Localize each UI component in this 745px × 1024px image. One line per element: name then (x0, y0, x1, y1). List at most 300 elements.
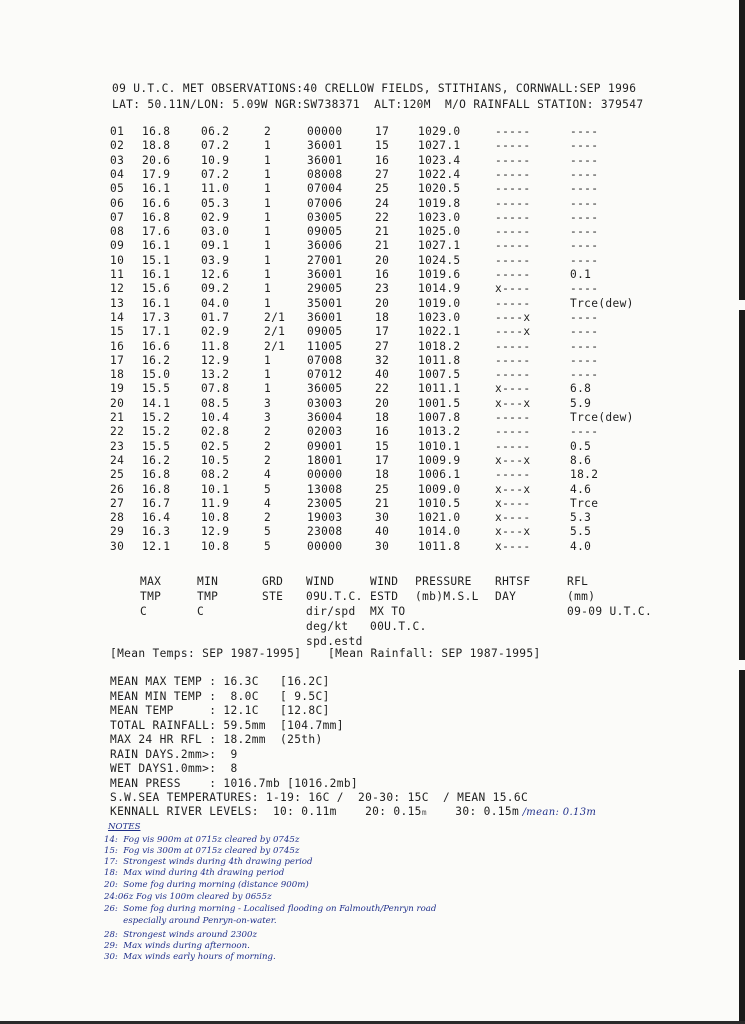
cell-min-temp: 07.2 (201, 167, 230, 181)
cell-day: 18 (110, 368, 125, 382)
summary-line: WET DAYS1.0mm>: 8 (110, 762, 238, 775)
cell-ground-state: 2 (264, 439, 272, 453)
cell-rainfall: Trce(dew) (570, 411, 634, 424)
cell-wind: 00000 (307, 125, 343, 138)
cell-pressure: 1018.2 (418, 339, 461, 353)
cell-day: 29 (110, 525, 125, 539)
column-label-min-temp: MIN TMP C (197, 575, 219, 618)
cell-ground-state: 2 (264, 511, 272, 525)
cell-wind: 18001 (307, 453, 343, 467)
cell-ground-state: 1 (264, 368, 272, 382)
note-line: 29: Max winds during afternoon. (104, 941, 250, 951)
cell-rainfall: 0.1 (570, 268, 592, 281)
cell-rhtsf: ----- (495, 153, 531, 167)
cell-wind-max: 20 (375, 253, 390, 267)
cell-max-temp: 17.3 (142, 310, 171, 324)
river-levels-text: KENNALL RIVER LEVELS: 10: 0.11m 20: 0.15 (110, 805, 422, 818)
cell-wind: 36001 (307, 268, 343, 281)
summary-line: TOTAL RAINFALL: 59.5mm [104.7mm] (110, 718, 344, 732)
cell-max-temp: 16.1 (142, 296, 171, 310)
mean-temps-heading: [Mean Temps: SEP 1987-1995] (110, 647, 302, 660)
cell-rhtsf: x---- (495, 511, 531, 525)
cell-wind-max: 17 (375, 453, 390, 467)
cell-wind: 13008 (307, 482, 343, 496)
cell-max-temp: 15.2 (142, 425, 171, 439)
cell-rainfall: 4.0 (570, 539, 592, 553)
cell-rhtsf: ----- (495, 210, 531, 224)
note-line: 15: Fog vis 300m at 0715z cleared by 0745z (104, 846, 300, 856)
cell-ground-state: 1 (264, 239, 272, 253)
cell-pressure: 1019.6 (418, 268, 461, 281)
cell-rainfall: 8.6 (570, 453, 592, 467)
summary-line: MEAN MAX TEMP : 16.3C [16.2C] (110, 675, 330, 688)
cell-wind-max: 30 (375, 539, 390, 553)
cell-pressure: 1023.4 (418, 153, 461, 167)
cell-wind: 09001 (307, 439, 343, 453)
cell-min-temp: 12.9 (201, 353, 230, 367)
cell-wind-max: 17 (375, 325, 390, 339)
cell-rainfall: 6.8 (570, 382, 592, 396)
cell-rainfall: 18.2 (570, 468, 599, 482)
cell-ground-state: 1 (264, 282, 272, 296)
cell-rhtsf: ----x (495, 310, 531, 324)
cell-pressure: 1014.0 (418, 525, 461, 539)
cell-rainfall: 5.3 (570, 511, 592, 525)
column-label-ground-state: GRD STE (262, 575, 284, 603)
cell-day: 30 (110, 539, 125, 553)
cell-rhtsf: ----- (495, 167, 531, 181)
cell-rainfall: ---- (570, 167, 599, 181)
note-line: 17: Strongest winds during 4th drawing period (104, 857, 313, 867)
cell-rhtsf: x---- (495, 496, 531, 510)
cell-pressure: 1019.8 (418, 196, 461, 210)
cell-pressure: 1025.0 (418, 225, 461, 239)
cell-wind: 09005 (307, 325, 343, 339)
cell-pressure: 1022.1 (418, 325, 461, 339)
cell-min-temp: 11.9 (201, 496, 230, 510)
cell-pressure: 1010.1 (418, 439, 461, 453)
station-location: LAT: 50.11N/LON: 5.09W NGR:SW738371 ALT:120M M/O RAINFALL STATION: 379547 (112, 98, 644, 111)
column-label-rainfall: RFL (mm) 09-09 U.T.C. (567, 575, 653, 618)
cell-wind: 36001 (307, 153, 343, 167)
cell-rainfall: ---- (570, 253, 599, 267)
cell-min-temp: 08.2 (201, 468, 230, 482)
cell-ground-state: 4 (264, 496, 272, 510)
cell-pressure: 1014.9 (418, 282, 461, 296)
cell-min-temp: 11.8 (201, 339, 230, 353)
cell-max-temp: 17.6 (142, 225, 171, 239)
cell-rainfall: ---- (570, 210, 599, 224)
cell-day: 11 (110, 268, 125, 281)
notes-title: NOTES (108, 822, 141, 832)
cell-day: 27 (110, 496, 125, 510)
cell-wind-max: 16 (375, 425, 390, 439)
cell-rhtsf: ----x (495, 325, 531, 339)
cell-rhtsf: ----- (495, 139, 531, 153)
cell-ground-state: 2/1 (264, 339, 286, 353)
cell-max-temp: 18.8 (142, 139, 171, 153)
cell-max-temp: 12.1 (142, 539, 171, 553)
cell-pressure: 1007.5 (418, 368, 461, 382)
cell-max-temp: 17.9 (142, 167, 171, 181)
cell-wind-max: 27 (375, 167, 390, 181)
cell-ground-state: 2 (264, 453, 272, 467)
cell-day: 28 (110, 511, 125, 525)
cell-pressure: 1013.2 (418, 425, 461, 439)
cell-max-temp: 16.3 (142, 525, 171, 539)
cell-wind-max: 27 (375, 339, 390, 353)
cell-max-temp: 15.1 (142, 253, 171, 267)
note-line: 26: Some fog during morning - Localised flooding on Falmouth/Penryn road (104, 904, 437, 914)
cell-pressure: 1021.0 (418, 511, 461, 525)
cell-min-temp: 10.5 (201, 453, 230, 467)
cell-rhtsf: ----- (495, 225, 531, 239)
cell-min-temp: 04.0 (201, 296, 230, 310)
column-label-wind-max: WIND ESTD MX TO 00U.T.C. (370, 575, 427, 633)
cell-day: 09 (110, 239, 125, 253)
cell-ground-state: 1 (264, 182, 272, 196)
cell-wind-max: 18 (375, 468, 390, 482)
cell-wind: 09005 (307, 225, 343, 239)
cell-rhtsf: x---x (495, 396, 531, 410)
cell-rainfall: ---- (570, 182, 599, 196)
note-line: 18: Max wind during 4th drawing period (104, 868, 285, 878)
cell-pressure: 1009.9 (418, 453, 461, 467)
cell-day: 04 (110, 167, 125, 181)
cell-day: 02 (110, 139, 125, 153)
cell-wind: 03003 (307, 396, 343, 410)
cell-ground-state: 1 (264, 153, 272, 167)
cell-rhtsf: ----- (495, 439, 531, 453)
cell-max-temp: 16.2 (142, 353, 171, 367)
cell-day: 03 (110, 153, 125, 167)
cell-ground-state: 2 (264, 425, 272, 439)
column-label-wind: WIND 09U.T.C. dir/spd deg/kt spd.estd (306, 575, 363, 648)
cell-wind: 08008 (307, 167, 343, 181)
cell-rainfall: 5.5 (570, 525, 592, 539)
cell-day: 01 (110, 125, 125, 138)
cell-day: 12 (110, 282, 125, 296)
summary-line: S.W.SEA TEMPERATURES: 1-19: 16C / 20-30: 15C / MEAN 15.6C (110, 791, 529, 804)
cell-wind-max: 23 (375, 282, 390, 296)
cell-ground-state: 1 (264, 225, 272, 239)
cell-pressure: 1011.8 (418, 539, 461, 553)
cell-rhtsf: ----- (495, 196, 531, 210)
cell-pressure: 1011.8 (418, 353, 461, 367)
cell-max-temp: 16.6 (142, 339, 171, 353)
cell-ground-state: 1 (264, 353, 272, 367)
cell-min-temp: 12.9 (201, 525, 230, 539)
cell-wind-max: 15 (375, 439, 390, 453)
cell-wind: 07012 (307, 368, 343, 382)
cell-rainfall: ---- (570, 225, 599, 239)
cell-max-temp: 20.6 (142, 153, 171, 167)
cell-rhtsf: ----- (495, 411, 531, 424)
cell-ground-state: 1 (264, 253, 272, 267)
cell-wind-max: 16 (375, 268, 390, 281)
river-levels-m20: m (421, 808, 427, 817)
cell-ground-state: 3 (264, 396, 272, 410)
cell-ground-state: 1 (264, 139, 272, 153)
cell-max-temp: 16.1 (142, 268, 171, 281)
cell-pressure: 1024.5 (418, 253, 461, 267)
cell-wind-max: 40 (375, 368, 390, 382)
cell-wind-max: 18 (375, 310, 390, 324)
cell-pressure: 1027.1 (418, 239, 461, 253)
cell-rainfall: ---- (570, 368, 599, 382)
cell-min-temp: 12.6 (201, 268, 230, 281)
cell-rhtsf: x---x (495, 453, 531, 467)
cell-max-temp: 15.5 (142, 382, 171, 396)
cell-rhtsf: ----- (495, 125, 531, 138)
document-title: 09 U.T.C. MET OBSERVATIONS:40 CRELLOW FIELDS, STITHIANS, CORNWALL:SEP 1996 (112, 82, 637, 95)
cell-max-temp: 15.6 (142, 282, 171, 296)
cell-pressure: 1009.0 (418, 482, 461, 496)
cell-rainfall: 5.9 (570, 396, 592, 410)
cell-min-temp: 05.3 (201, 196, 230, 210)
cell-rainfall: 4.6 (570, 482, 592, 496)
cell-wind: 36001 (307, 139, 343, 153)
cell-day: 05 (110, 182, 125, 196)
cell-ground-state: 1 (264, 268, 272, 281)
cell-pressure: 1007.8 (418, 411, 461, 424)
note-line: especially around Penryn-on-water. (104, 916, 277, 926)
cell-ground-state: 3 (264, 411, 272, 424)
cell-min-temp: 09.1 (201, 239, 230, 253)
cell-rhtsf: ----- (495, 296, 531, 310)
cell-min-temp: 06.2 (201, 125, 230, 138)
cell-min-temp: 07.2 (201, 139, 230, 153)
cell-wind: 29005 (307, 282, 343, 296)
cell-min-temp: 13.2 (201, 368, 230, 382)
cell-day: 24 (110, 453, 125, 467)
cell-pressure: 1006.1 (418, 468, 461, 482)
cell-rhtsf: ----- (495, 425, 531, 439)
cell-pressure: 1010.5 (418, 496, 461, 510)
cell-ground-state: 5 (264, 539, 272, 553)
cell-day: 06 (110, 196, 125, 210)
cell-min-temp: 02.8 (201, 425, 230, 439)
cell-rhtsf: ----- (495, 268, 531, 281)
cell-day: 14 (110, 310, 125, 324)
cell-ground-state: 2/1 (264, 325, 286, 339)
cell-min-temp: 10.4 (201, 411, 230, 424)
cell-wind-max: 17 (375, 125, 390, 138)
cell-min-temp: 11.0 (201, 182, 230, 196)
cell-ground-state: 1 (264, 382, 272, 396)
cell-wind-max: 20 (375, 296, 390, 310)
cell-wind: 00000 (307, 468, 343, 482)
cell-wind: 02003 (307, 425, 343, 439)
summary-line: MEAN MIN TEMP : 8.0C [ 9.5C] (110, 689, 330, 703)
cell-max-temp: 14.1 (142, 396, 171, 410)
cell-ground-state: 1 (264, 196, 272, 210)
cell-wind: 35001 (307, 296, 343, 310)
cell-rhtsf: ----- (495, 182, 531, 196)
cell-pressure: 1020.5 (418, 182, 461, 196)
summary-line: MEAN TEMP : 12.1C [12.8C] (110, 704, 330, 717)
cell-rainfall: ---- (570, 339, 599, 353)
cell-wind-max: 15 (375, 139, 390, 153)
cell-rainfall: Trce (570, 496, 599, 510)
summary-line: RAIN DAYS.2mm>: 9 (110, 747, 238, 761)
cell-wind: 03005 (307, 210, 343, 224)
cell-wind-max: 32 (375, 353, 390, 367)
scan-edge-right (739, 0, 745, 1024)
cell-rhtsf: ----- (495, 368, 531, 382)
cell-day: 21 (110, 411, 125, 424)
cell-rainfall: 0.5 (570, 439, 592, 453)
cell-day: 26 (110, 482, 125, 496)
note-line: 14: Fog vis 900m at 0715z cleared by 0745z (104, 835, 300, 845)
cell-day: 17 (110, 353, 125, 367)
cell-day: 22 (110, 425, 125, 439)
cell-rhtsf: ----- (495, 468, 531, 482)
cell-day: 07 (110, 210, 125, 224)
cell-wind: 27001 (307, 253, 343, 267)
cell-max-temp: 16.4 (142, 511, 171, 525)
cell-max-temp: 16.8 (142, 468, 171, 482)
river-levels-mean: /mean: 0.13m (519, 807, 597, 818)
column-label-rhtsf: RHTSF DAY (495, 575, 531, 603)
cell-wind-max: 21 (375, 225, 390, 239)
cell-max-temp: 16.1 (142, 239, 171, 253)
cell-wind: 07006 (307, 196, 343, 210)
column-label-max-temp: MAX TMP C (140, 575, 162, 618)
note-line: 20: Some fog during morning (distance 900m) (104, 880, 309, 890)
cell-rainfall: ---- (570, 425, 599, 439)
cell-rainfall: ---- (570, 325, 599, 339)
cell-pressure: 1023.0 (418, 210, 461, 224)
note-line: 30: Max winds early hours of morning. (104, 952, 276, 962)
cell-wind: 23008 (307, 525, 343, 539)
cell-ground-state: 2 (264, 125, 272, 138)
cell-day: 25 (110, 468, 125, 482)
cell-min-temp: 02.9 (201, 210, 230, 224)
cell-wind: 00000 (307, 539, 343, 553)
cell-max-temp: 16.2 (142, 453, 171, 467)
cell-ground-state: 1 (264, 296, 272, 310)
cell-wind-max: 21 (375, 496, 390, 510)
cell-day: 15 (110, 325, 125, 339)
column-label-pressure: PRESSURE (mb)M.S.L (415, 575, 479, 603)
summary-line: MEAN PRESS : 1016.7mb [1016.2mb] (110, 776, 358, 790)
cell-ground-state: 4 (264, 468, 272, 482)
cell-day: 10 (110, 253, 125, 267)
cell-rainfall: ---- (570, 310, 599, 324)
cell-wind-max: 30 (375, 511, 390, 525)
cell-wind: 07004 (307, 182, 343, 196)
cell-wind-max: 21 (375, 239, 390, 253)
cell-day: 20 (110, 396, 125, 410)
cell-min-temp: 10.8 (201, 511, 230, 525)
cell-min-temp: 03.9 (201, 253, 230, 267)
cell-max-temp: 16.8 (142, 210, 171, 224)
cell-wind-max: 20 (375, 396, 390, 410)
cell-wind: 36006 (307, 239, 343, 253)
cell-rhtsf: ----- (495, 339, 531, 353)
cell-max-temp: 16.8 (142, 482, 171, 496)
cell-wind-max: 25 (375, 182, 390, 196)
cell-rhtsf: x---x (495, 482, 531, 496)
cell-rhtsf: ----- (495, 353, 531, 367)
cell-rhtsf: ----- (495, 253, 531, 267)
cell-wind: 19003 (307, 511, 343, 525)
cell-rainfall: ---- (570, 139, 599, 153)
river-levels (110, 805, 596, 818)
cell-min-temp: 07.8 (201, 382, 230, 396)
cell-ground-state: 2/1 (264, 310, 286, 324)
cell-wind-max: 22 (375, 382, 390, 396)
cell-max-temp: 15.2 (142, 411, 171, 424)
cell-rainfall: ---- (570, 196, 599, 210)
cell-wind: 11005 (307, 339, 343, 353)
cell-ground-state: 1 (264, 167, 272, 181)
cell-rhtsf: ----- (495, 239, 531, 253)
cell-min-temp: 01.7 (201, 310, 230, 324)
cell-rainfall: ---- (570, 353, 599, 367)
cell-pressure: 1022.4 (418, 167, 461, 181)
cell-wind-max: 18 (375, 411, 390, 424)
cell-rhtsf: x---- (495, 382, 531, 396)
cell-day: 13 (110, 296, 125, 310)
cell-wind: 23005 (307, 496, 343, 510)
cell-max-temp: 16.6 (142, 196, 171, 210)
cell-ground-state: 5 (264, 525, 272, 539)
cell-day: 16 (110, 339, 125, 353)
note-line: 24:06z Fog vis 100m cleared by 0655z (104, 892, 272, 902)
cell-min-temp: 09.2 (201, 282, 230, 296)
cell-day: 08 (110, 225, 125, 239)
cell-min-temp: 03.0 (201, 225, 230, 239)
cell-min-temp: 10.1 (201, 482, 230, 496)
cell-max-temp: 16.7 (142, 496, 171, 510)
cell-ground-state: 1 (264, 210, 272, 224)
cell-rainfall: ---- (570, 282, 599, 296)
cell-pressure: 1027.1 (418, 139, 461, 153)
cell-rhtsf: x---- (495, 282, 531, 296)
cell-min-temp: 02.5 (201, 439, 230, 453)
cell-rainfall: ---- (570, 125, 599, 138)
cell-min-temp: 02.9 (201, 325, 230, 339)
mean-rainfall-heading: [Mean Rainfall: SEP 1987-1995] (328, 647, 541, 660)
cell-wind-max: 16 (375, 153, 390, 167)
cell-wind-max: 40 (375, 525, 390, 539)
cell-pressure: 1023.0 (418, 310, 461, 324)
cell-max-temp: 15.0 (142, 368, 171, 382)
cell-max-temp: 17.1 (142, 325, 171, 339)
cell-wind: 36004 (307, 411, 343, 424)
river-levels-30: 30: 0.15m (426, 805, 520, 818)
cell-pressure: 1001.5 (418, 396, 461, 410)
note-line: 28: Strongest winds around 2300z (104, 930, 258, 940)
cell-rhtsf: x---x (495, 525, 531, 539)
cell-max-temp: 16.1 (142, 182, 171, 196)
cell-pressure: 1011.1 (418, 382, 461, 396)
cell-rainfall: ---- (570, 239, 599, 253)
cell-day: 23 (110, 439, 125, 453)
cell-wind-max: 22 (375, 210, 390, 224)
cell-wind-max: 25 (375, 482, 390, 496)
cell-min-temp: 10.9 (201, 153, 230, 167)
cell-wind: 07008 (307, 353, 343, 367)
cell-wind-max: 24 (375, 196, 390, 210)
cell-max-temp: 15.5 (142, 439, 171, 453)
cell-rainfall: Trce(dew) (570, 296, 634, 310)
cell-min-temp: 10.8 (201, 539, 230, 553)
summary-line: MAX 24 HR RFL : 18.2mm (25th) (110, 733, 323, 746)
cell-ground-state: 5 (264, 482, 272, 496)
